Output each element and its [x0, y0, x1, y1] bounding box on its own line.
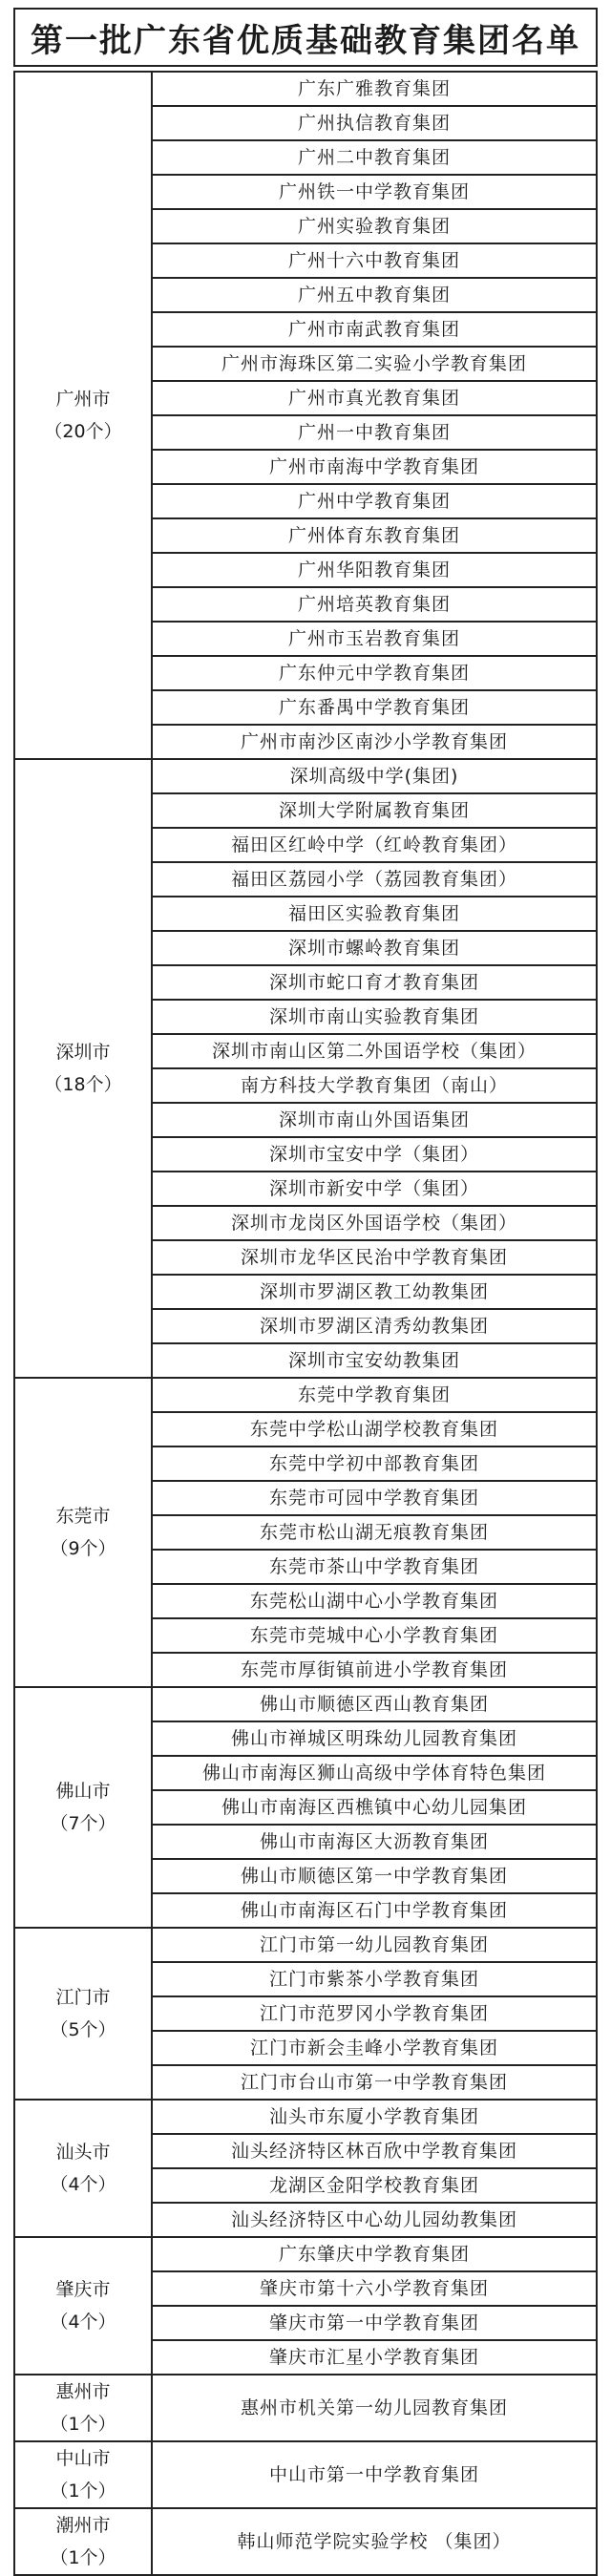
table-row: [14, 1378, 597, 1412]
city-cell: [14, 1928, 152, 2100]
group-name-cell: 深圳市新安中学（集团）: [152, 1172, 597, 1206]
group-name-cell: 广州市南沙区南沙小学教育集团: [152, 725, 597, 759]
city-count: （4个）: [50, 2312, 116, 2333]
group-name-cell: 汕头经济特区林百欣中学教育集团: [152, 2134, 597, 2168]
group-name-cell: 深圳市蛇口育才教育集团: [152, 965, 597, 1000]
group-name-cell: 深圳市龙华区民治中学教育集团: [152, 1240, 597, 1275]
group-name-cell: 深圳市南山外国语集团: [152, 1103, 597, 1137]
group-name-cell: 东莞市厚街镇前进小学教育集团: [152, 1653, 597, 1687]
table-row: [14, 2508, 597, 2575]
group-name-cell: 深圳市罗湖区教工幼教集团: [152, 1275, 597, 1309]
table-row: [14, 2375, 597, 2441]
group-name-cell: 汕头市东厦小学教育集团: [152, 2100, 597, 2134]
group-name-cell: 东莞中学教育集团: [152, 1378, 597, 1412]
group-name-cell: 福田区实验教育集团: [152, 897, 597, 931]
city-cell: [14, 2441, 152, 2508]
group-name-cell: 福田区红岭中学（红岭教育集团）: [152, 828, 597, 862]
group-name-cell: 广州五中教育集团: [152, 278, 597, 312]
group-name-cell: 深圳市南山实验教育集团: [152, 1000, 597, 1034]
group-name-cell: 广东番禺中学教育集团: [152, 690, 597, 725]
table-row: [14, 759, 597, 793]
group-name-cell: 江门市紫茶小学教育集团: [152, 1962, 597, 1996]
group-name-cell: 深圳市南山区第二外国语学校（集团）: [152, 1034, 597, 1068]
city-name: 惠州市: [55, 2381, 111, 2402]
group-name-cell: 广州一中教育集团: [152, 415, 597, 450]
table-row: [14, 72, 597, 106]
city-name: 佛山市: [55, 1781, 111, 1802]
group-name-cell: 广州市南武教育集团: [152, 312, 597, 347]
group-name-cell: 广东广雅教育集团: [152, 72, 597, 106]
city-count: （5个）: [50, 2019, 116, 2040]
city-cell: [14, 1687, 152, 1928]
group-name-cell: 佛山市禅城区明珠幼儿园教育集团: [152, 1721, 597, 1756]
table-row: [14, 1928, 597, 1962]
group-name-cell: 深圳大学附属教育集团: [152, 793, 597, 828]
group-name-cell: 肇庆市汇星小学教育集团: [152, 2340, 597, 2375]
group-name-cell: 佛山市南海区大沥教育集团: [152, 1825, 597, 1859]
group-name-cell: 江门市新会圭峰小学教育集团: [152, 2031, 597, 2065]
group-name-cell: 中山市第一中学教育集团: [152, 2441, 597, 2508]
city-cell: [14, 759, 152, 1378]
city-count: （1个）: [50, 2414, 116, 2435]
group-name-cell: 韩山师范学院实验学校 （集团）: [152, 2508, 597, 2575]
group-name-cell: 东莞中学松山湖学校教育集团: [152, 1412, 597, 1446]
group-name-cell: 深圳高级中学(集团): [152, 759, 597, 793]
group-name-cell: 广州铁一中学教育集团: [152, 175, 597, 209]
table-row: [14, 2441, 597, 2508]
city-cell: [14, 2237, 152, 2375]
table-row: [14, 2237, 597, 2271]
group-name-cell: 东莞市茶山中学教育集团: [152, 1550, 597, 1584]
city-name: 东莞市: [55, 1506, 111, 1527]
group-name-cell: 惠州市机关第一幼儿园教育集团: [152, 2375, 597, 2441]
city-name: 肇庆市: [55, 2279, 111, 2300]
group-name-cell: 深圳市宝安幼教集团: [152, 1343, 597, 1378]
city-count: （7个）: [50, 1813, 116, 1834]
group-name-cell: 佛山市顺德区西山教育集团: [152, 1687, 597, 1721]
city-name: 广州市: [55, 389, 111, 410]
city-count: （18个）: [44, 1074, 122, 1095]
city-name: 汕头市: [55, 2142, 111, 2163]
group-name-cell: 广东肇庆中学教育集团: [152, 2237, 597, 2271]
page-title: 第一批广东省优质基础教育集团名单: [31, 21, 580, 60]
group-name-cell: 深圳市宝安中学（集团）: [152, 1137, 597, 1172]
city-name: 深圳市: [55, 1042, 111, 1063]
group-name-cell: 深圳市螺岭教育集团: [152, 931, 597, 965]
group-name-cell: 广州市海珠区第二实验小学教育集团: [152, 347, 597, 381]
group-name-cell: 广州实验教育集团: [152, 209, 597, 243]
group-name-cell: 广州市玉岩教育集团: [152, 622, 597, 656]
group-name-cell: 广东仲元中学教育集团: [152, 656, 597, 690]
city-count: （1个）: [50, 2547, 116, 2568]
group-name-cell: 肇庆市第十六小学教育集团: [152, 2271, 597, 2306]
title-box: [13, 8, 598, 67]
city-cell: [14, 72, 152, 759]
group-name-cell: 佛山市南海区石门中学教育集团: [152, 1893, 597, 1928]
group-name-cell: 东莞市可园中学教育集团: [152, 1481, 597, 1515]
group-name-cell: 广州华阳教育集团: [152, 553, 597, 587]
group-name-cell: 广州培英教育集团: [152, 587, 597, 622]
group-name-cell: 广州执信教育集团: [152, 106, 597, 140]
group-name-cell: 肇庆市第一中学教育集团: [152, 2306, 597, 2340]
city-cell: [14, 2375, 152, 2441]
group-name-cell: 南方科技大学教育集团（南山）: [152, 1068, 597, 1103]
group-name-cell: 江门市第一幼儿园教育集团: [152, 1928, 597, 1962]
table-row: [14, 1687, 597, 1721]
table-row: [14, 2100, 597, 2134]
city-count: （9个）: [50, 1538, 116, 1559]
city-name: 江门市: [55, 1987, 111, 2008]
group-name-cell: 广州市真光教育集团: [152, 381, 597, 415]
group-name-cell: 江门市台山市第一中学教育集团: [152, 2065, 597, 2100]
table-body: [14, 72, 597, 2575]
city-cell: [14, 2508, 152, 2575]
group-name-cell: 广州市南海中学教育集团: [152, 450, 597, 484]
group-name-cell: 东莞中学初中部教育集团: [152, 1446, 597, 1481]
group-name-cell: 佛山市南海区西樵镇中心幼儿园集团: [152, 1790, 597, 1825]
group-name-cell: 江门市范罗冈小学教育集团: [152, 1996, 597, 2031]
group-name-cell: 东莞松山湖中心小学教育集团: [152, 1584, 597, 1618]
group-name-cell: 佛山市南海区狮山高级中学体育特色集团: [152, 1756, 597, 1790]
group-name-cell: 汕头经济特区中心幼儿园幼教集团: [152, 2203, 597, 2237]
city-count: （20个）: [44, 421, 122, 442]
group-name-cell: 广州体育东教育集团: [152, 518, 597, 553]
group-name-cell: 东莞市松山湖无痕教育集团: [152, 1515, 597, 1550]
group-name-cell: 佛山市顺德区第一中学教育集团: [152, 1859, 597, 1893]
group-name-cell: 福田区荔园小学（荔园教育集团）: [152, 862, 597, 897]
city-count: （1个）: [50, 2481, 116, 2502]
school-group-table: [13, 71, 598, 2576]
group-name-cell: 龙湖区金阳学校教育集团: [152, 2168, 597, 2203]
group-name-cell: 深圳市罗湖区清秀幼教集团: [152, 1309, 597, 1343]
city-cell: [14, 1378, 152, 1687]
group-name-cell: 东莞市莞城中心小学教育集团: [152, 1618, 597, 1653]
group-name-cell: 广州二中教育集团: [152, 140, 597, 175]
group-name-cell: 广州中学教育集团: [152, 484, 597, 518]
city-name: 中山市: [55, 2448, 111, 2469]
group-name-cell: 广州十六中教育集团: [152, 243, 597, 278]
city-cell: [14, 2100, 152, 2237]
group-name-cell: 深圳市龙岗区外国语学校（集团）: [152, 1206, 597, 1240]
city-name: 潮州市: [55, 2515, 111, 2536]
city-count: （4个）: [50, 2174, 116, 2195]
